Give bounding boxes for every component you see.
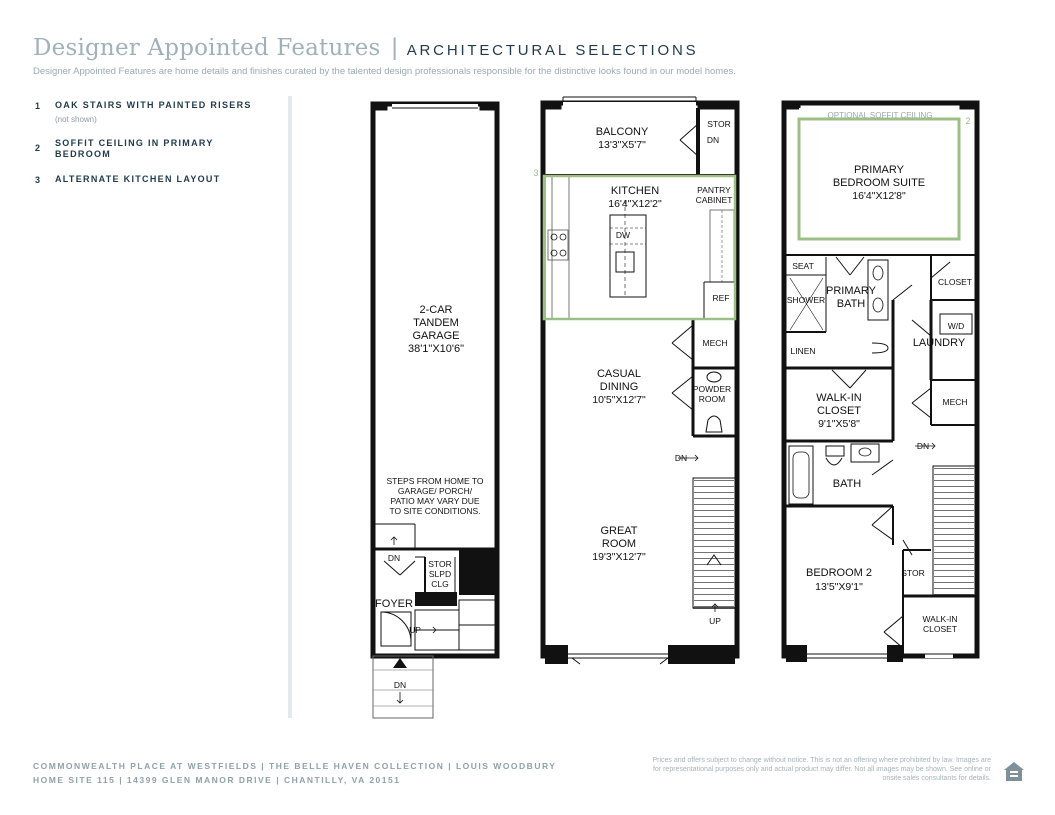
- dn-entry-label: DN: [393, 680, 407, 690]
- steps-note-line: PATIO MAY VARY DUE: [390, 496, 480, 506]
- page-subtitle: ARCHITECTURAL SELECTIONS: [406, 42, 699, 59]
- pantry-label: CABINET: [695, 195, 733, 205]
- casual-dining-label: DINING: [599, 381, 639, 393]
- dn-label: DN: [674, 453, 688, 463]
- legal-disclaimer: Prices and offers subject to change without notice. This is not an offering where prohibited by law. Images are for representational purposes only and actual product may differ. Not all images may be shown. See online or onsite sales consultants for details.: [652, 757, 991, 782]
- primary-bath-label: BATH: [836, 298, 866, 310]
- steps-note-line: GARAGE/ PORCH/: [397, 486, 473, 496]
- casual-dining-label: CASUAL: [596, 368, 642, 380]
- title-separator: |: [391, 34, 398, 61]
- feature-label: OAK STAIRS WITH PAINTED RISERS: [55, 100, 252, 110]
- pantry-label: PANTRY: [697, 185, 731, 195]
- bedroom2-dimensions: 13'5"X9'1": [815, 581, 863, 593]
- callout-2: 2: [965, 116, 971, 126]
- main-level-plan: [541, 97, 738, 664]
- stor-label: STOR: [707, 119, 731, 129]
- feature-label: ALTERNATE KITCHEN LAYOUT: [55, 174, 221, 184]
- feature-label: SOFFIT CEILING IN PRIMARY BEDROOM: [55, 138, 214, 159]
- up-label: UP: [709, 616, 721, 626]
- casual-dining-dimensions: 10'5"X12'7": [592, 394, 646, 406]
- seat-label: SEAT: [792, 261, 814, 271]
- garage-dimensions: 38'1"X10'6": [407, 343, 465, 355]
- garage-label: TANDEM: [413, 317, 459, 329]
- balcony-label: BALCONY: [595, 126, 649, 138]
- callout-3: 3: [533, 168, 539, 178]
- balcony-dimensions: 13'3"X5'7": [598, 139, 646, 151]
- primary-bath-label: PRIMARY: [826, 285, 876, 297]
- laundry-label: LAUNDRY: [912, 337, 966, 349]
- walkin-closet-label: CLOSET: [816, 405, 862, 417]
- lower-level-plan: [371, 102, 498, 718]
- bath-label: BATH: [832, 478, 862, 490]
- linen-label: LINEN: [790, 346, 816, 356]
- page-title: Designer Appointed Features: [33, 35, 381, 61]
- walkin2-label: WALK-IN: [922, 614, 958, 624]
- primary-suite-label: BEDROOM SUITE: [832, 177, 926, 189]
- great-room-label: ROOM: [601, 538, 637, 550]
- dishwasher-label: DW: [615, 230, 631, 240]
- walkin2-label: CLOSET: [922, 624, 958, 634]
- bedroom2-label: BEDROOM 2: [805, 567, 873, 579]
- foyer-label: FOYER: [375, 598, 413, 610]
- primary-suite-dimensions: 16'4"X12'8": [852, 190, 906, 202]
- intro-text: Designer Appointed Features are home details and finishes curated by the talented design professionals responsible for the distinctive looks found in our model homes.: [33, 66, 736, 77]
- kitchen-dimensions: 16'4"X12'2": [608, 198, 662, 210]
- walkin-closet-dimensions: 9'1"X5'8": [818, 418, 860, 430]
- garage-label: 2-CAR: [419, 304, 453, 316]
- feature-number: 1: [35, 101, 41, 111]
- washer-dryer-label: W/D: [947, 321, 965, 331]
- mech-label: MECH: [942, 397, 968, 407]
- feature-note: (not shown): [55, 115, 97, 124]
- mech-label: MECH: [702, 338, 728, 348]
- footer-line-address: HOME SITE 115 | 14399 GLEN MANOR DRIVE | CHANTILLY, VA 20151: [33, 775, 401, 785]
- great-room-label: GREAT: [600, 525, 638, 537]
- soffit-label: OPTIONAL SOFFIT CEILING: [827, 111, 933, 120]
- steps-note-line: TO SITE CONDITIONS.: [389, 506, 481, 516]
- up-label: UP: [409, 625, 421, 635]
- garage-label: GARAGE: [412, 330, 460, 342]
- dn-label: DN: [916, 441, 930, 451]
- dn-label: DN: [706, 135, 720, 145]
- feature-number: 3: [35, 175, 41, 185]
- great-room-dimensions: 19'3"X12'7": [592, 551, 646, 563]
- equal-housing-opportunity-icon: [1002, 760, 1026, 784]
- powder-room-label: POWDER: [692, 384, 732, 394]
- closet-label: CLOSET: [937, 277, 973, 287]
- lower-level-labels: [375, 304, 484, 690]
- footer: [33, 759, 556, 787]
- stor-label: STOR: [901, 568, 925, 578]
- dn-label: DN: [387, 553, 401, 563]
- powder-room-label: ROOM: [698, 394, 726, 404]
- stor-label: STOR: [428, 559, 452, 569]
- shower-label: SHOWER: [786, 295, 826, 305]
- walkin-closet-label: WALK-IN: [816, 392, 862, 404]
- primary-suite-label: PRIMARY: [854, 164, 904, 176]
- kitchen-label: KITCHEN: [610, 185, 660, 197]
- steps-note-line: STEPS FROM HOME TO: [386, 476, 484, 486]
- footer-line-community: COMMONWEALTH PLACE AT WESTFIELDS | THE BELLE HAVEN COLLECTION | LOUIS WOODBURY: [33, 761, 557, 771]
- stor-label: SLPD: [428, 569, 452, 579]
- feature-number: 2: [35, 143, 41, 153]
- refrigerator-label: REF: [712, 293, 730, 303]
- stor-label: CLG: [431, 579, 449, 589]
